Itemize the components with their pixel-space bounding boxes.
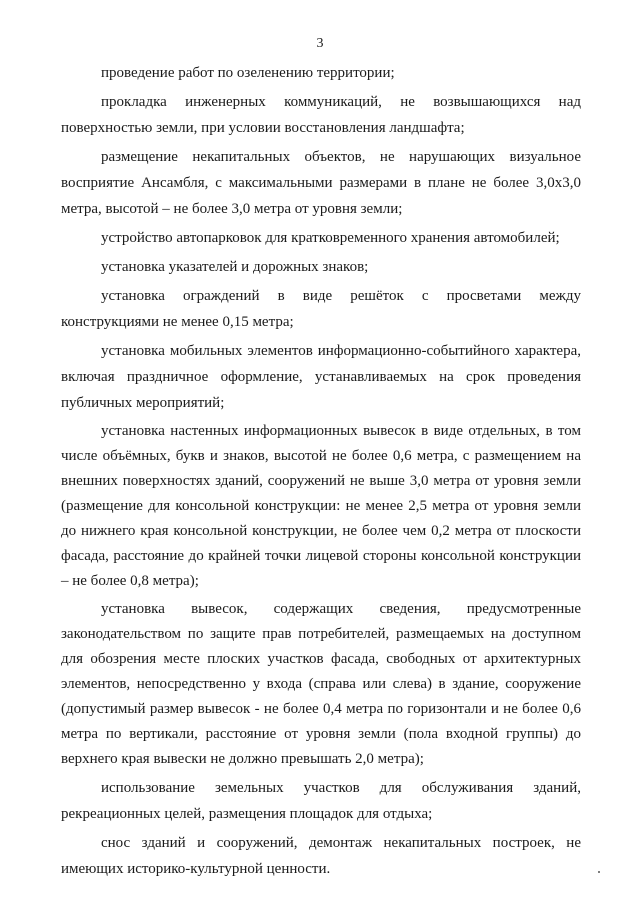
paragraph-utilities: прокладка инженерных коммуникаций, не возвышающихся над поверхностью земли, при условии восстановления ландшафта; [61, 94, 581, 136]
scan-speck [598, 871, 600, 873]
paragraph-signs: установка указателей и дорожных знаков; [101, 259, 369, 275]
document-body [61, 60, 581, 885]
paragraph-fences: установка ограждений в виде решёток с просветами между конструкциями не менее 0,15 метра; [61, 288, 581, 330]
paragraph-consumer-signboards: установка вывесок, содержащих сведения, предусмотренные законодательством по защите прав потребителей, размещаемых на доступном для обозрения месте плоских участков фасада, свободных от архитектурных элементов, непосредственно у входа (справа или слева) в здание, сооружение (допустимый размер вывесок - не более 0,4 метра по горизонтали и не более 0,6 метра по вертикали, расстояние от уровня земли (пола входной группы) до верхнего края вывески не должно превышать 2,0 метра); [61, 601, 581, 767]
paragraph-demolition: снос зданий и сооружений, демонтаж некапитальных построек, не имеющих историко-культурной ценности. [61, 835, 581, 877]
paragraph-greening: проведение работ по озеленению территории; [101, 65, 395, 81]
page-number: 3 [316, 36, 324, 51]
paragraph-non-capital-objects: размещение некапитальных объектов, не нарушающих визуальное восприятие Ансамбля, с максимальными размерами в плане не более 3,0х3,0 метра, высотой – не более 3,0 метра от уровня земли; [61, 149, 581, 217]
paragraph-parking: устройство автопарковок для кратковременного хранения автомобилей; [101, 230, 560, 246]
paragraph-land-use: использование земельных участков для обслуживания зданий, рекреационных целей, размещения площадок для отдыха; [61, 780, 581, 822]
paragraph-wall-signboards: установка настенных информационных вывесок в виде отдельных, в том числе объёмных, букв и знаков, высотой не более 0,6 метра, с размещением на внешних поверхностях зданий, сооружений не выше 3,0 метра от уровня земли (размещение для консольной конструкции: не менее 2,5 метра от уровня земли до нижнего края консольной конструкции, не более чем 0,2 метра от плоскости фасада, расстояние до крайней точки лицевой стороны консольной конструкции – не более 0,8 метра); [61, 423, 581, 589]
paragraph-mobile-elements: установка мобильных элементов информационно-событийного характера, включая праздничное оформление, устанавливаемых на срок проведения публичных мероприятий; [61, 343, 581, 411]
